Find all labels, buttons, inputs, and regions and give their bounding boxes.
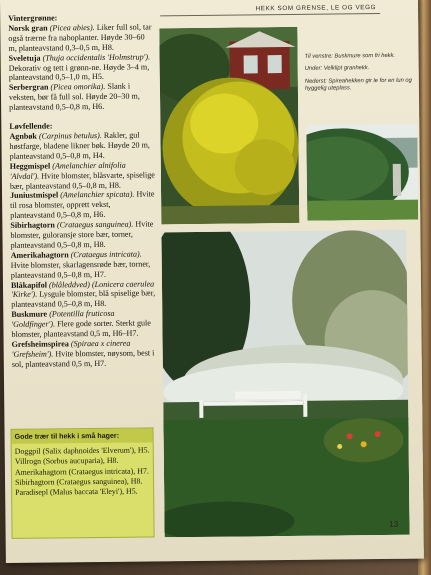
- plant-name: Norsk gran: [8, 23, 48, 33]
- plant-name: Sveletuja: [8, 53, 41, 63]
- plant-name: Serbergran: [8, 82, 49, 93]
- plant-name: Blåkapifol: [10, 280, 48, 290]
- deciduous-list: [9, 130, 157, 369]
- plant-list-column: [8, 12, 158, 369]
- plant-description: Hvite til rosa blomster, opprett vekst, planteavstand 0,5–0,8 m, H6.: [10, 189, 155, 221]
- tip-box-title: Gode trær til hekk i små hager:: [12, 428, 153, 444]
- plant-description: Hvite blomster, blåsvarte, spiselige bær, planteavstand 0,5–0,8 m, H8.: [9, 169, 155, 191]
- plant-latin-name: (Carpinus betulus).: [38, 130, 102, 141]
- plant-name: Sibirhagtorn: [10, 220, 55, 231]
- plant-description: Lysgule blomster, blå spiselige bær, planteavstand 0,5–0,8 m, H8.: [11, 288, 156, 310]
- plant-latin-name: (Amelanchier alnifolia 'Alvdal').: [9, 160, 126, 181]
- plant-entry: [9, 82, 155, 113]
- plant-name: Agnbøk: [9, 131, 37, 141]
- plant-description: Slank i veksten, bør få full sol. Høyde 20–30 m, planteavstand 0,5–0,8 m, H6.: [8, 81, 140, 113]
- plant-entry: [11, 279, 157, 310]
- tip-item: Doggpil (Salix daphnoides 'Elverum'), H5.: [14, 445, 150, 457]
- plant-latin-name: (Picea omorika).: [50, 82, 106, 92]
- caption-left-photo: Til venstre: Buskmure som fri hekk.: [304, 52, 396, 60]
- tip-item: Villrogn (Sorbus aucuparia), H8.: [14, 456, 119, 467]
- plant-description: Hvite blomster, skarlagensrøde bær, torner, planteavstand 0,5–0,8 m, H7.: [10, 259, 151, 280]
- header-rule: [160, 13, 380, 16]
- running-header: HEKK SOM GRENSE, LE OG VEGG: [255, 4, 377, 13]
- tip-box-items: [12, 443, 154, 501]
- plant-latin-name: (blåleddved) (Lonicera caerulea 'Kirke').: [11, 278, 155, 300]
- plant-description: Liker full sol, tar også trærne fra naboplanter. Høyde 30–60 m, planteavstand 0,3–0,5 m, H8.: [8, 22, 152, 53]
- plant-entry: [10, 220, 156, 251]
- plant-entry: [10, 160, 156, 191]
- photo-spruce-hedge: [306, 124, 418, 221]
- caption-below-photo: Under: Velklipt granhekk.: [304, 65, 370, 73]
- plant-latin-name: (Potentilla fruticosa 'Goldfinger').: [11, 309, 115, 330]
- photo-captions: [305, 53, 413, 98]
- plant-latin-name: (Thuja occidentalis 'Holmstrup').: [42, 52, 151, 63]
- section-title-evergreen: Vintergrønne:: [8, 13, 58, 23]
- plant-description: Flere gode sorter. Sterkt gule blomster, planteavstand 0,5 m, H6–H7.: [11, 318, 151, 339]
- plant-description: Rakler, gul høstfarge, bladene likner bøk. Høyde 20 m, planteavstand 0,5–0,8 m, H4.: [9, 130, 150, 161]
- tip-box: [10, 427, 154, 538]
- page-number: 13: [388, 518, 399, 529]
- plant-description: Hvite blomster, guloransje store bær, torner, planteavstand 0,5–0,8 m, H8.: [10, 219, 154, 250]
- plant-latin-name: (Amelanchier spicata).: [60, 190, 135, 200]
- plant-name: Heggmispel: [9, 161, 51, 171]
- plant-entry: [11, 249, 157, 280]
- plant-entry: [9, 52, 155, 83]
- photo-potentilla-hedge: [159, 27, 299, 224]
- plant-latin-name: (Crataegus sanguinea).: [56, 219, 134, 230]
- caption-bottom-photo: Nederst: Spireahekken gir le for en lun og hyggelig uteplass.: [304, 77, 412, 92]
- plant-name: Grefsheimspirea: [11, 339, 69, 349]
- plant-name: Juniustmispel: [10, 190, 59, 201]
- plant-entry: [12, 338, 158, 369]
- plant-entry: [9, 130, 155, 161]
- tip-item: Paradisepl (Malus baccata 'Eleyi'), H5.: [15, 486, 138, 497]
- plant-entry: [8, 22, 154, 53]
- plant-entry: [11, 309, 157, 340]
- plant-description: Dekorativ og tett i grønn-ne. Høyde 3–4 m, planteavstand 0,5–1,0 m, H5.: [8, 61, 150, 83]
- tip-item: Amerikahagtorn (Crataegus intricata), H7.: [14, 466, 149, 477]
- plant-description: Hvite blomster, nøysom, best i sol, planteavstand 0,5 m, H7.: [11, 348, 155, 369]
- plant-entry: [10, 190, 156, 221]
- plant-name: Amerikahagtorn: [10, 250, 69, 260]
- section-title-deciduous: Løvfellende:: [9, 121, 53, 131]
- tip-item: Sibirhagtorn (Crataegus sanguinea), H8.: [15, 476, 143, 487]
- plant-name: Buskmure: [11, 309, 48, 320]
- evergreen-list: [8, 22, 155, 113]
- photo-spirea-hedge-garden: [161, 230, 409, 538]
- plant-latin-name: (Crataegus intricata).: [70, 249, 142, 260]
- plant-latin-name: (Picea abies).: [49, 22, 95, 33]
- plant-latin-name: (Spiraea x cinerea 'Grefsheim').: [11, 338, 131, 359]
